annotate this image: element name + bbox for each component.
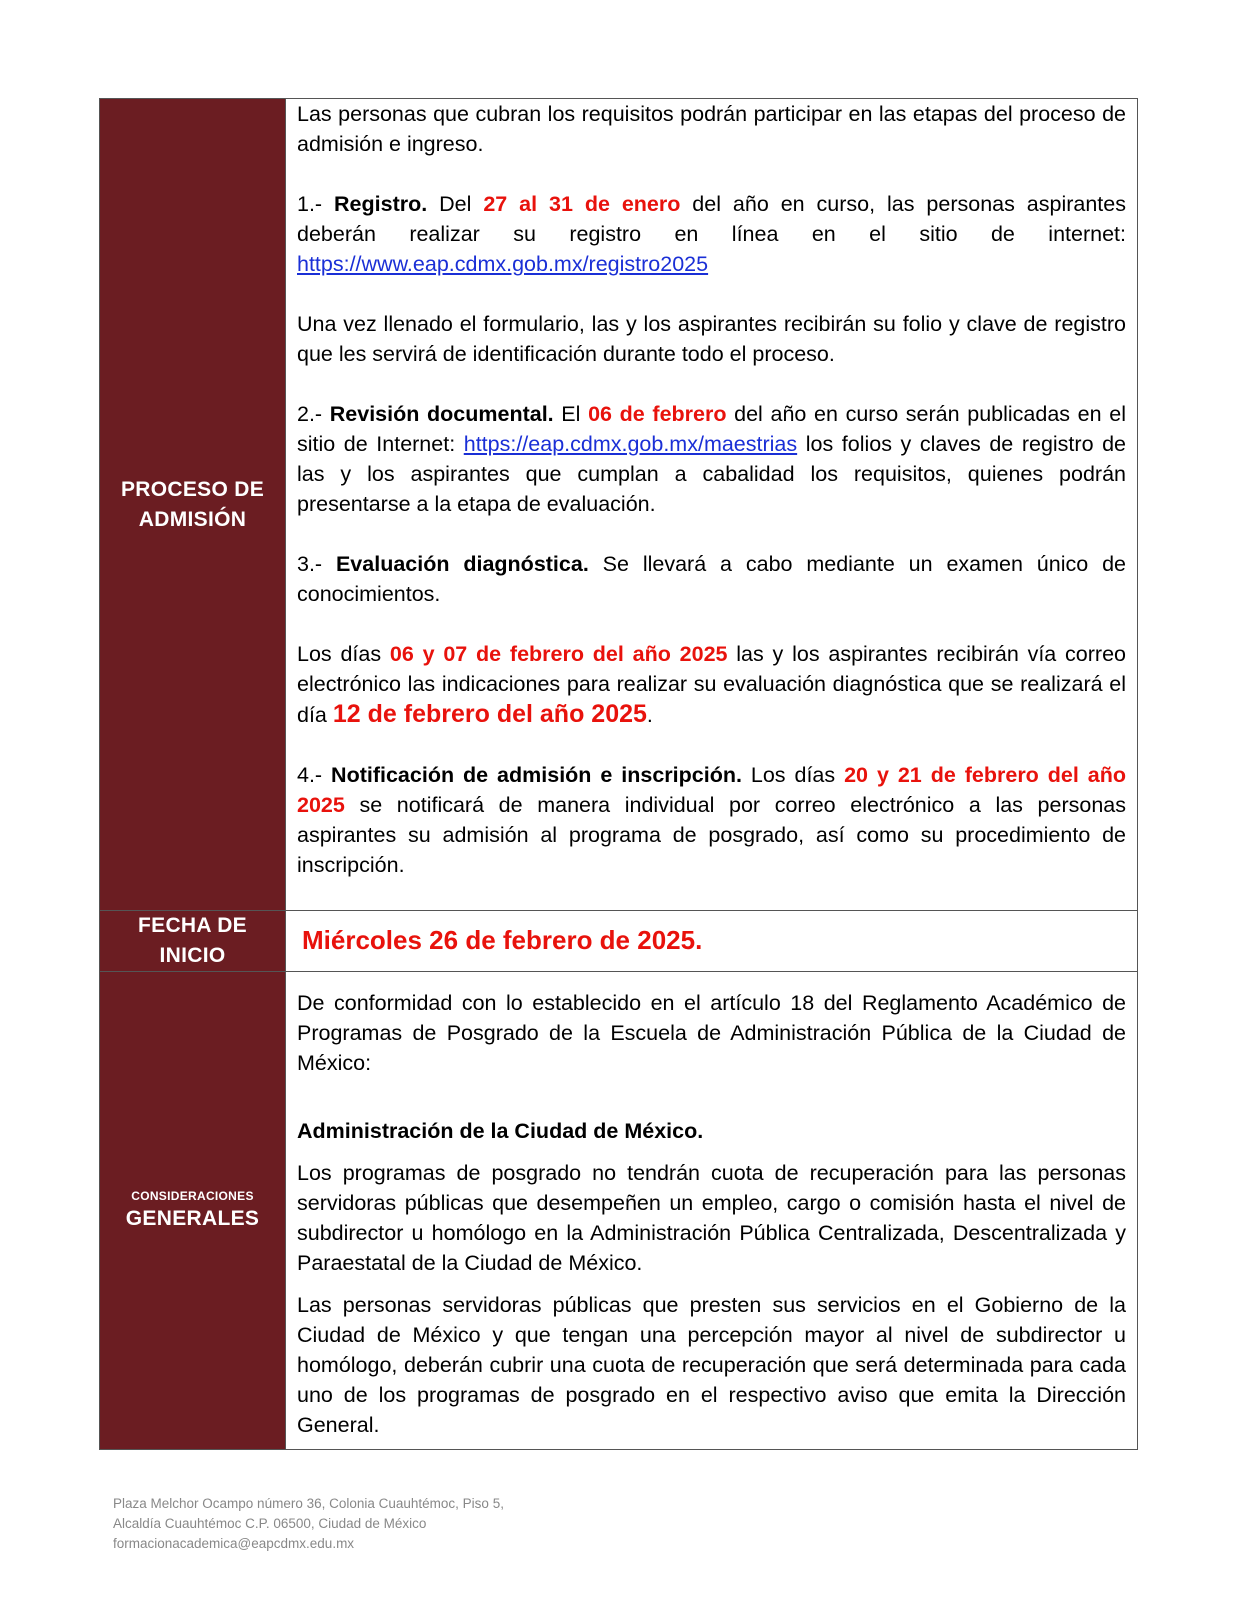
step3-paragraph <box>297 549 1126 609</box>
step3-note-pre: Los días <box>297 642 390 666</box>
step3-post: Se llevará a cabo mediante un examen único de conocimientos. <box>297 552 1126 606</box>
step2-pre: El <box>553 402 589 426</box>
step2-mid: del año en curso serán publicadas en el sitio de Internet: <box>297 402 1126 456</box>
footer-line2: Alcaldía Cuauhtémoc C.P. 06500, Ciudad de México <box>113 1516 427 1531</box>
step1-number: 1.- <box>297 192 335 216</box>
general-content <box>286 972 1138 1450</box>
step4-title: Notificación de admisión e inscripción. <box>331 763 742 787</box>
step3-title: Evaluación diagnóstica. <box>335 552 589 576</box>
admission-label <box>100 99 286 911</box>
general-label-line1: CONSIDERACIONES <box>131 1188 254 1203</box>
step3-note-mid: las y los aspirantes recibirán vía correo electrónico las indicaciones para realizar su evaluación diagnóstica que se realizará el día <box>297 642 1126 727</box>
general-row <box>100 972 1138 1450</box>
step2-date: 06 de febrero <box>588 402 727 426</box>
step2-number: 2.- <box>297 402 330 426</box>
step4-post: se notificará de manera individual por correo electrónico a las personas aspirantes su admisión al programa de posgrado, así como su procedimiento de inscripción. <box>297 793 1126 877</box>
footer-address <box>113 1494 504 1554</box>
admission-intro: Las personas que cubran los requisitos podrán participar en las etapas del proceso de admisión e ingreso. <box>297 102 1126 156</box>
start-date: Miércoles 26 de febrero de 2025. <box>302 925 703 955</box>
step4-date: 20 y 21 de febrero del año 2025 <box>297 763 1126 817</box>
admission-label-line1: PROCESO DE <box>120 477 265 501</box>
step1-note: Una vez llenado el formulario, las y los aspirantes recibirán su folio y clave de registro que les servirá de identificación durante todo el proceso. <box>297 312 1126 366</box>
start-label <box>100 911 286 972</box>
step2-post: los folios y claves de registro de las y los aspirantes que cumplan a cabalidad los requisitos, quienes podrán presentarse a la etapa de evaluación. <box>297 432 1127 516</box>
admission-content <box>286 99 1138 911</box>
step3-note-post: . <box>646 703 653 727</box>
step1-date: 27 al 31 de enero <box>483 192 681 216</box>
footer-email: formacionacademica@eapcdmx.edu.mx <box>113 1536 355 1551</box>
step2-paragraph <box>297 399 1126 519</box>
step3-note-date2: 12 de febrero del año 2025 <box>332 700 647 728</box>
step3-note-date1: 06 y 07 de febrero del año 2025 <box>389 642 728 666</box>
general-subtitle: Administración de la Ciudad de México. <box>297 1119 704 1143</box>
general-label <box>100 972 286 1450</box>
info-table <box>99 98 1138 1450</box>
footer-line1: Plaza Melchor Ocampo número 36, Colonia Cuauhtémoc, Piso 5, <box>113 1496 504 1511</box>
maestrias-link[interactable]: https://eap.cdmx.gob.mx/maestrias <box>463 432 798 456</box>
step3-number: 3.- <box>297 552 336 576</box>
step3-note <box>297 639 1126 730</box>
start-content <box>286 911 1138 972</box>
step2-title: Revisión documental. <box>329 402 554 426</box>
step4-paragraph <box>297 760 1126 880</box>
step1-paragraph <box>297 189 1126 279</box>
step1-title: Registro. <box>334 192 428 216</box>
general-para2: Las personas servidoras públicas que presten sus servicios en el Gobierno de la Ciudad de México y que tengan una percepción mayor al nivel de subdirector u homólogo, deberán cubrir una cuota de recuperación que será determinada para cada uno de los programas de posgrado en el respectivo aviso que emita la Dirección General. <box>297 1293 1126 1437</box>
step1-post: del año en curso, las personas aspirantes deberán realizar su registro en línea en el sitio de internet: <box>297 192 1126 246</box>
step1-pre: Del <box>427 192 484 216</box>
general-para1: Los programas de posgrado no tendrán cuota de recuperación para las personas servidoras públicas que desempeñen un empleo, cargo o comisión hasta el nivel de subdirector u homólogo en la Administración Pública Centralizada, Descentralizada y Paraestatal de la Ciudad de México. <box>297 1161 1126 1275</box>
start-label-line2: INICIO <box>159 944 226 967</box>
step4-pre: Los días <box>741 763 845 787</box>
admission-row <box>100 99 1138 911</box>
general-intro: De conformidad con lo establecido en el artículo 18 del Reglamento Académico de Programas de Posgrado de la Escuela de Administración Pública de la Ciudad de México: <box>297 991 1126 1075</box>
general-label-line2: GENERALES <box>125 1206 260 1230</box>
start-row <box>100 911 1138 972</box>
step4-number: 4.- <box>297 763 332 787</box>
start-label-line1: FECHA DE <box>138 914 247 937</box>
admission-label-line2: ADMISIÓN <box>138 507 247 531</box>
registro-link[interactable]: https://www.eap.cdmx.gob.mx/registro2025 <box>297 252 709 276</box>
